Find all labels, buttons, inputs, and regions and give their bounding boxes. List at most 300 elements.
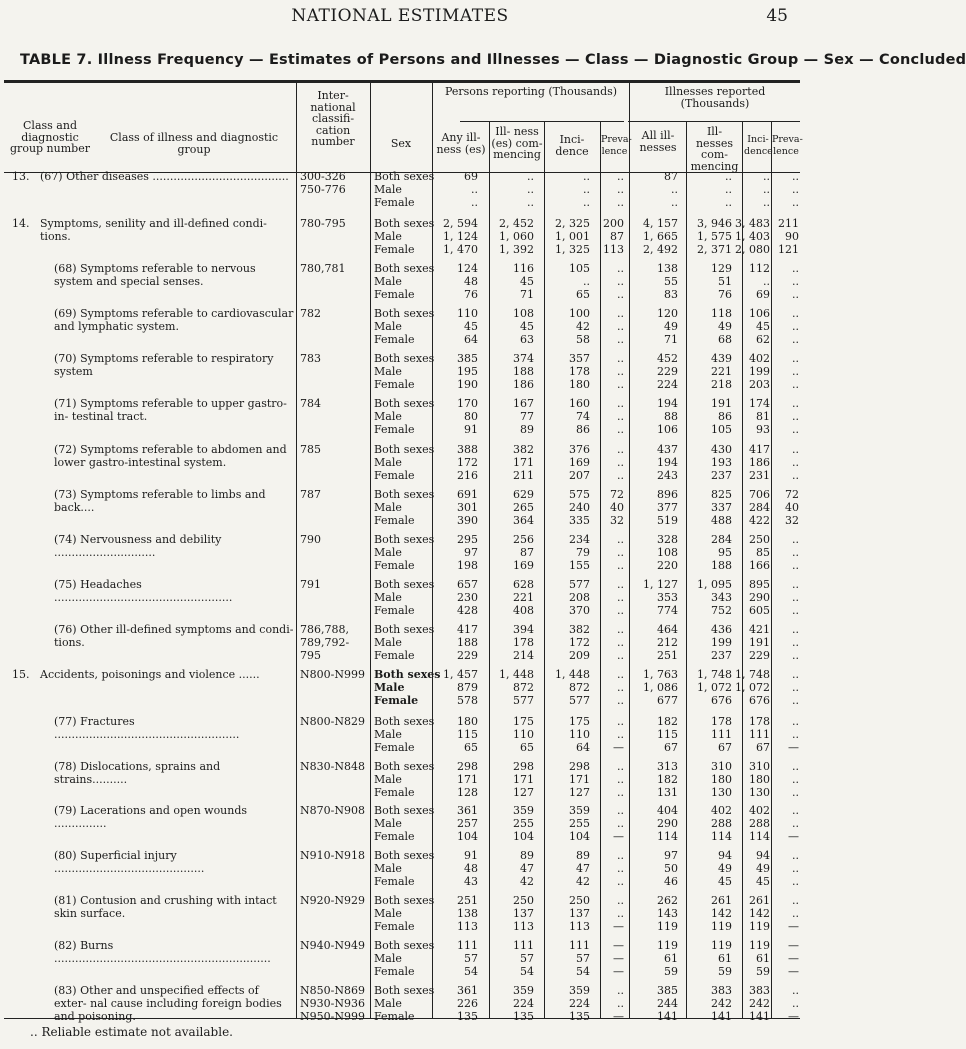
table-cell: 2, 080 [735, 243, 770, 256]
table-cell: 32 [610, 514, 624, 527]
table-cell: 105 [711, 423, 732, 436]
row-sex-label: Male [374, 501, 402, 514]
table-cell: .. [792, 649, 799, 662]
table-cell: 361 [457, 984, 478, 997]
table-cell: .. [617, 997, 624, 1010]
table-cell: 208 [569, 591, 590, 604]
table-cell: 111 [457, 939, 478, 952]
row-sex-label: Female [374, 875, 415, 888]
table-cell: 141 [749, 1010, 770, 1023]
table-cell: 172 [457, 456, 478, 469]
table-cell: — [613, 952, 624, 965]
row-class-number: 15. [12, 668, 30, 681]
row-sex-label: Both sexes [374, 804, 435, 817]
table-cell: .. [792, 307, 799, 320]
table-cell: .. [617, 365, 624, 378]
table-cell: .. [792, 352, 799, 365]
row-diagnostic-label: (73) Symptoms referable to limbs and back.... [54, 488, 266, 514]
table-cell: 231 [749, 469, 770, 482]
table-cell: 284 [749, 501, 770, 514]
table-cell: 251 [657, 649, 678, 662]
row-sex-label: Female [374, 741, 415, 754]
table-cell: 1, 403 [735, 230, 770, 243]
table-cell: .. [671, 196, 678, 209]
table-cell: 199 [749, 365, 770, 378]
table-cell: 49 [756, 862, 770, 875]
row-sex-label: Male [374, 952, 402, 965]
hdr-all-illnesses: All ill- nesses [639, 129, 677, 154]
table-cell: 428 [457, 604, 478, 617]
table-cell: 131 [657, 786, 678, 799]
table-cell: .. [792, 378, 799, 391]
table-cell: .. [792, 604, 799, 617]
table-cell: 110 [457, 307, 478, 320]
table-cell: 872 [569, 681, 590, 694]
table-cell: 141 [657, 1010, 678, 1023]
row-icd-number: N870-N908 [300, 804, 365, 817]
row-icd-number: N920-N929 [300, 894, 365, 907]
row-sex-label: Female [374, 378, 415, 391]
illnesses-subrule [628, 121, 800, 122]
row-icd-number: N830-N848 [300, 760, 365, 773]
table-cell: 114 [657, 830, 678, 843]
table-cell: 3, 946 [697, 217, 732, 230]
hdr-class-group: Class and diagnostic group number [10, 119, 90, 155]
table-cell: 85 [756, 546, 770, 559]
table-cell: 212 [657, 636, 678, 649]
table-cell: 42 [576, 875, 590, 888]
table-cell: 76 [718, 288, 732, 301]
table-cell: 93 [756, 423, 770, 436]
table-cell: .. [792, 591, 799, 604]
table-cell: 54 [576, 965, 590, 978]
table-cell: 577 [569, 578, 590, 591]
table-cell: 106 [749, 307, 770, 320]
table-cell: .. [617, 443, 624, 456]
table-cell: .. [792, 196, 799, 209]
table-cell: .. [792, 546, 799, 559]
table-cell: 691 [457, 488, 478, 501]
table-cell: .. [617, 907, 624, 920]
table-cell: 243 [657, 469, 678, 482]
table-cell: .. [617, 183, 624, 196]
table-cell: 58 [576, 333, 590, 346]
row-sex-label: Male [374, 681, 405, 694]
row-icd-number: 300-326 750-776 [300, 170, 346, 196]
table-cell: 359 [569, 804, 590, 817]
row-diagnostic-label: (82) Burns .............................................................. [54, 939, 271, 965]
table-cell: .. [792, 410, 799, 423]
table-cell: 301 [457, 501, 478, 514]
table-cell: 94 [718, 849, 732, 862]
table-cell: 577 [569, 694, 590, 707]
table-cell: 218 [711, 378, 732, 391]
table-cell: 250 [513, 894, 534, 907]
table-cell: 752 [711, 604, 732, 617]
table-cell: 388 [457, 443, 478, 456]
table-cell: 61 [718, 952, 732, 965]
table-cell: 65 [576, 288, 590, 301]
table-cell: .. [617, 591, 624, 604]
table-cell: 90 [785, 230, 799, 243]
table-cell: 214 [513, 649, 534, 662]
table-cell: 4, 157 [643, 217, 678, 230]
table-cell: .. [725, 170, 732, 183]
table-cell: .. [792, 681, 799, 694]
row-icd-number: 785 [300, 443, 321, 456]
table-cell: .. [527, 170, 534, 183]
table-cell: .. [617, 170, 624, 183]
table-cell: 188 [457, 636, 478, 649]
table-cell: 113 [513, 920, 534, 933]
table-cell: .. [792, 183, 799, 196]
table-cell: .. [617, 604, 624, 617]
table-cell: 1, 457 [443, 668, 478, 681]
table-cell: 879 [457, 681, 478, 694]
table-cell: 284 [711, 533, 732, 546]
table-cell: 61 [756, 952, 770, 965]
col-rule-icd [296, 82, 297, 1018]
table-cell: .. [617, 262, 624, 275]
table-cell: 171 [513, 456, 534, 469]
table-cell: .. [617, 559, 624, 572]
table-cell: 404 [657, 804, 678, 817]
table-cell: 113 [569, 920, 590, 933]
table-cell: 605 [749, 604, 770, 617]
table-cell: .. [617, 849, 624, 862]
table-cell: 237 [711, 649, 732, 662]
table-cell: 436 [711, 623, 732, 636]
table-cell: 383 [711, 984, 732, 997]
page-number: 45 [766, 6, 788, 26]
row-sex-label: Male [374, 862, 402, 875]
table-cell: 1, 448 [555, 668, 590, 681]
table-cell: .. [617, 196, 624, 209]
table-cell: 94 [756, 849, 770, 862]
row-sex-label: Male [374, 546, 402, 559]
row-icd-number: 780-795 [300, 217, 346, 230]
row-class-number: 14. [12, 217, 30, 230]
table-cell: .. [671, 183, 678, 196]
hdr-any-illness: Any ill- ness (es) [436, 131, 486, 156]
table-cell: 229 [749, 649, 770, 662]
table-cell: 1, 748 [697, 668, 732, 681]
table-cell: .. [617, 760, 624, 773]
table-cell: 68 [718, 333, 732, 346]
table-cell: 237 [711, 469, 732, 482]
row-sex-label: Male [374, 591, 402, 604]
row-sex-label: Both sexes [374, 307, 435, 320]
hdr-illness-group: Illnesses reported (Thousands) [664, 85, 766, 110]
table-cell: 408 [513, 604, 534, 617]
table-cell: 244 [657, 997, 678, 1010]
table-cell: 124 [457, 262, 478, 275]
table-cell: .. [792, 907, 799, 920]
table-cell: 171 [513, 773, 534, 786]
row-sex-label: Male [374, 636, 402, 649]
table-cell: 359 [569, 984, 590, 997]
table-cell: 188 [711, 559, 732, 572]
table-cell: 171 [457, 773, 478, 786]
table-cell: .. [471, 183, 478, 196]
table-cell: 203 [749, 378, 770, 391]
table-cell: 111 [569, 939, 590, 952]
table-cell: 230 [457, 591, 478, 604]
table-cell: 677 [657, 694, 678, 707]
row-icd-number: 787 [300, 488, 321, 501]
table-cell: — [788, 952, 799, 965]
row-sex-label: Male [374, 365, 402, 378]
table-cell: .. [617, 378, 624, 391]
table-cell: 86 [718, 410, 732, 423]
table-cell: 48 [464, 275, 478, 288]
table-cell: 69 [464, 170, 478, 183]
table-cell: 1, 086 [643, 681, 678, 694]
table-cell: 65 [464, 741, 478, 754]
row-sex-label: Female [374, 196, 415, 209]
col-rule-sex [370, 82, 371, 1018]
row-sex-label: Female [374, 423, 415, 436]
table-cell: .. [617, 984, 624, 997]
table-cell: 195 [457, 365, 478, 378]
table-cell: 89 [520, 849, 534, 862]
table-cell: 290 [749, 591, 770, 604]
table-cell: 575 [569, 488, 590, 501]
table-cell: 1, 448 [499, 668, 534, 681]
table-cell: .. [792, 786, 799, 799]
table-cell: 69 [756, 288, 770, 301]
row-sex-label: Male [374, 183, 402, 196]
hdr-sex: Sex [390, 137, 412, 150]
table-cell: 83 [664, 288, 678, 301]
table-cell: 97 [664, 849, 678, 862]
table-cell: 91 [464, 849, 478, 862]
table-cell: 422 [749, 514, 770, 527]
table-cell: 240 [569, 501, 590, 514]
table-cell: 421 [749, 623, 770, 636]
table-cell: .. [792, 984, 799, 997]
row-sex-label: Female [374, 649, 415, 662]
table-cell: .. [792, 559, 799, 572]
table-title: TABLE 7. Illness Frequency — Estimates of Persons and Illnesses — Class — Diagnostic Group — Sex — Concluded [20, 52, 966, 68]
table-cell: 42 [576, 320, 590, 333]
table-cell: 116 [513, 262, 534, 275]
row-icd-number: N850-N869 N930-N936 N950-N999 [300, 984, 365, 1023]
table-cell: .. [617, 681, 624, 694]
table-cell: .. [617, 333, 624, 346]
table-cell: 452 [657, 352, 678, 365]
page-header [0, 6, 800, 24]
table-cell: 198 [457, 559, 478, 572]
row-diagnostic-label: (71) Symptoms referable to upper gastro-in- testinal tract. [54, 397, 287, 423]
table-cell: 186 [513, 378, 534, 391]
table-cell: 250 [569, 894, 590, 907]
table-top-rule [4, 80, 800, 83]
table-cell: 1, 127 [643, 578, 678, 591]
table-cell: 138 [657, 262, 678, 275]
table-cell: 194 [657, 397, 678, 410]
table-cell: 242 [749, 997, 770, 1010]
table-cell: 114 [711, 830, 732, 843]
table-cell: .. [792, 715, 799, 728]
table-cell: 142 [749, 907, 770, 920]
table-cell: 290 [657, 817, 678, 830]
table-cell: 111 [749, 728, 770, 741]
row-sex-label: Male [374, 410, 402, 423]
row-sex-label: Both sexes [374, 488, 435, 501]
table-cell: .. [792, 443, 799, 456]
table-cell: 130 [711, 786, 732, 799]
table-cell: 262 [657, 894, 678, 907]
table-cell: 182 [657, 715, 678, 728]
row-icd-number: N800-N829 [300, 715, 365, 728]
table-cell: 364 [513, 514, 534, 527]
table-cell: 224 [657, 378, 678, 391]
hdr-prevalence-2: Preva- lence [772, 134, 803, 157]
row-sex-label: Female [374, 604, 415, 617]
row-diagnostic-label: (75) Headaches ................................................... [54, 578, 233, 604]
table-cell: 464 [657, 623, 678, 636]
table-cell: 172 [569, 636, 590, 649]
table-cell: 169 [569, 456, 590, 469]
table-cell: 439 [711, 352, 732, 365]
table-cell: .. [583, 170, 590, 183]
table-cell: 1, 325 [555, 243, 590, 256]
table-cell: 119 [749, 920, 770, 933]
table-cell: 1, 392 [499, 243, 534, 256]
table-cell: 128 [457, 786, 478, 799]
row-sex-label: Male [374, 456, 402, 469]
table-cell: 359 [513, 984, 534, 997]
table-cell: 57 [464, 952, 478, 965]
table-cell: 135 [569, 1010, 590, 1023]
row-icd-number: 780,781 [300, 262, 346, 275]
table-cell: .. [792, 997, 799, 1010]
table-cell: .. [617, 862, 624, 875]
table-cell: .. [583, 275, 590, 288]
table-cell: 137 [513, 907, 534, 920]
table-cell: 104 [569, 830, 590, 843]
table-cell: 49 [718, 862, 732, 875]
table-cell: — [613, 920, 624, 933]
table-cell: .. [617, 715, 624, 728]
table-cell: 105 [569, 262, 590, 275]
table-cell: 519 [657, 514, 678, 527]
table-cell: 65 [520, 741, 534, 754]
table-cell: — [788, 830, 799, 843]
table-cell: .. [617, 410, 624, 423]
row-sex-label: Female [374, 694, 419, 707]
table-cell: .. [792, 804, 799, 817]
table-cell: 106 [657, 423, 678, 436]
table-cell: 298 [513, 760, 534, 773]
row-sex-label: Male [374, 817, 402, 830]
table-cell: 180 [457, 715, 478, 728]
table-cell: 57 [576, 952, 590, 965]
table-cell: 207 [569, 469, 590, 482]
row-sex-label: Male [374, 728, 402, 741]
table-cell: 376 [569, 443, 590, 456]
row-icd-number: 783 [300, 352, 321, 365]
table-cell: 160 [569, 397, 590, 410]
table-cell: 402 [749, 804, 770, 817]
table-cell: 1, 001 [555, 230, 590, 243]
table-cell: .. [792, 397, 799, 410]
row-sex-label: Both sexes [374, 668, 441, 681]
table-cell: — [788, 920, 799, 933]
table-cell: .. [617, 423, 624, 436]
row-sex-label: Male [374, 230, 402, 243]
table-cell: 47 [576, 862, 590, 875]
table-cell: 86 [576, 423, 590, 436]
table-cell: 135 [513, 1010, 534, 1023]
table-cell: 49 [718, 320, 732, 333]
row-sex-label: Both sexes [374, 170, 435, 183]
table-cell: 256 [513, 533, 534, 546]
row-sex-label: Both sexes [374, 623, 435, 636]
table-cell: 288 [711, 817, 732, 830]
table-cell: 110 [569, 728, 590, 741]
table-cell: — [788, 965, 799, 978]
table-cell: 111 [711, 728, 732, 741]
table-cell: 1, 575 [697, 230, 732, 243]
table-cell: 229 [657, 365, 678, 378]
table-cell: 417 [749, 443, 770, 456]
table-cell: .. [792, 623, 799, 636]
table-cell: 64 [464, 333, 478, 346]
table-cell: 182 [657, 773, 678, 786]
table-cell: 394 [513, 623, 534, 636]
table-cell: 45 [756, 320, 770, 333]
table-cell: 118 [711, 307, 732, 320]
table-cell: 87 [664, 170, 678, 183]
table-cell: 114 [749, 830, 770, 843]
table-cell: 48 [464, 862, 478, 875]
table-cell: .. [617, 352, 624, 365]
table-cell: .. [792, 333, 799, 346]
table-cell: .. [792, 320, 799, 333]
row-sex-label: Both sexes [374, 984, 435, 997]
table-cell: 186 [749, 456, 770, 469]
table-cell: 390 [457, 514, 478, 527]
row-sex-label: Male [374, 997, 402, 1010]
table-cell: 45 [520, 275, 534, 288]
table-cell: 261 [749, 894, 770, 907]
row-diagnostic-label: (70) Symptoms referable to respiratory system [54, 352, 274, 378]
row-diagnostic-label: (72) Symptoms referable to abdomen and lower gastro-intestinal system. [54, 443, 287, 469]
table-cell: 45 [464, 320, 478, 333]
table-cell: 59 [718, 965, 732, 978]
table-cell: — [788, 1010, 799, 1023]
table-cell: — [613, 830, 624, 843]
table-cell: 629 [513, 488, 534, 501]
table-cell: 100 [569, 307, 590, 320]
table-cell: 2, 452 [499, 217, 534, 230]
table-cell: 211 [513, 469, 534, 482]
table-cell: 194 [657, 456, 678, 469]
table-cell: 180 [749, 773, 770, 786]
row-sex-label: Both sexes [374, 397, 435, 410]
table-cell: .. [617, 578, 624, 591]
table-cell: 111 [513, 939, 534, 952]
table-cell: 72 [610, 488, 624, 501]
table-cell: 89 [576, 849, 590, 862]
table-cell: 657 [457, 578, 478, 591]
row-sex-label: Both sexes [374, 352, 435, 365]
table-cell: 71 [520, 288, 534, 301]
row-diagnostic-label: (81) Contusion and crushing with intact skin surface. [54, 894, 277, 920]
table-cell: .. [617, 320, 624, 333]
